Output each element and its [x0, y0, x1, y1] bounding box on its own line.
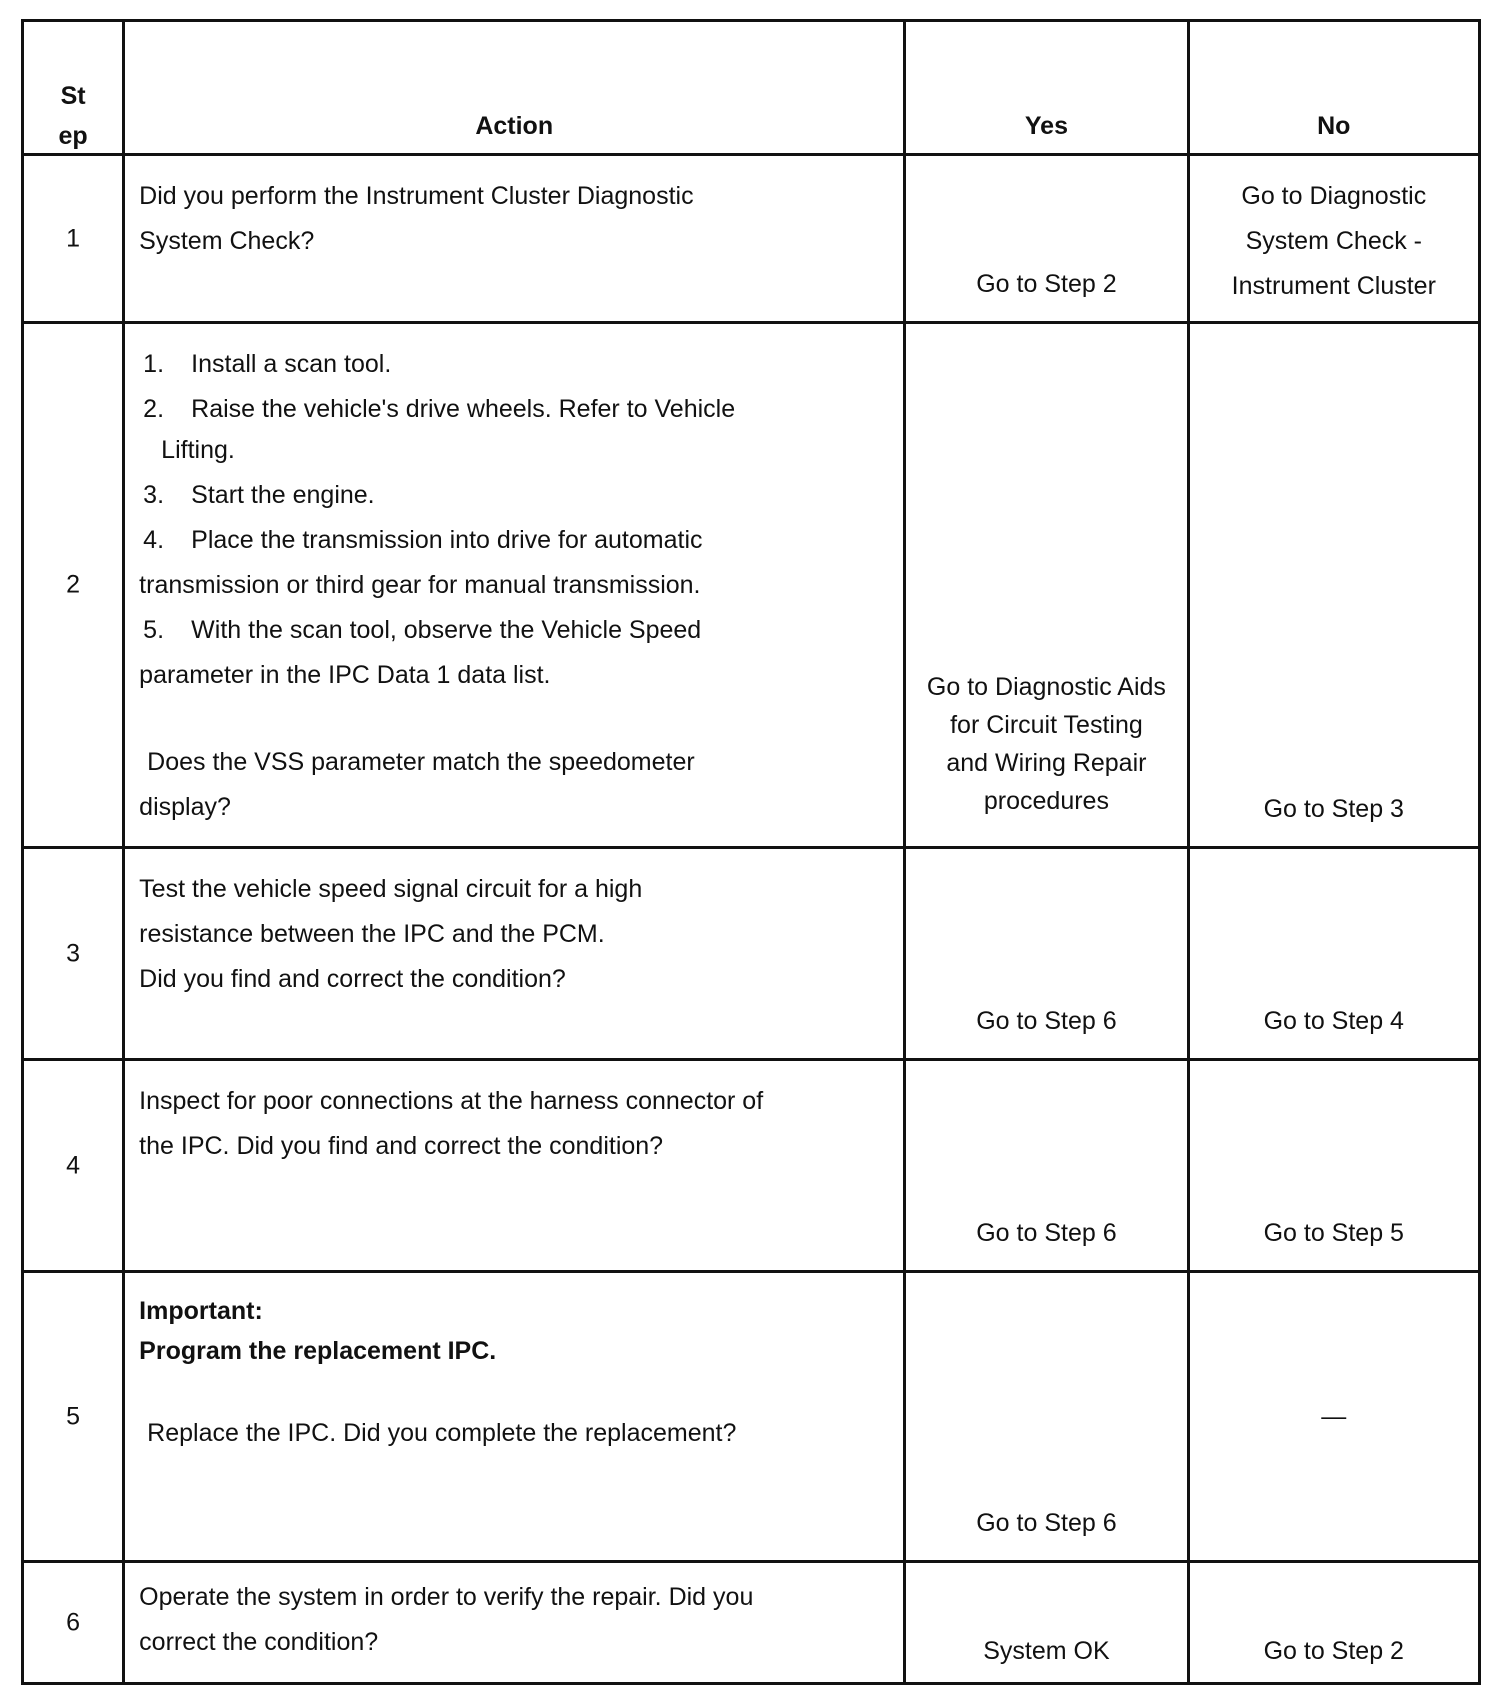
yes-text: Go to Step 6 [976, 1219, 1117, 1247]
action-text: Replace the IPC. Did you complete the replacement? [147, 1419, 737, 1447]
yes-cell [905, 1272, 1188, 1562]
table-row [23, 323, 1480, 848]
no-text: Go to Step 2 [1263, 1637, 1404, 1665]
header-action-label: Action [475, 112, 554, 140]
no-text: Go to Step 3 [1263, 795, 1404, 823]
question-text: Does the VSS parameter match the speedometer [147, 748, 695, 776]
list-item [139, 518, 889, 563]
step-cell [23, 1272, 124, 1562]
yes-text: for Circuit Testing [950, 711, 1143, 739]
action-text: the IPC. Did you find and correct the condition? [139, 1132, 664, 1160]
no-text: Go to Step 5 [1263, 1219, 1404, 1247]
list-item [139, 473, 889, 518]
action-text: Operate the system in order to verify the repair. Did you [139, 1583, 754, 1611]
list-number: 3. [143, 481, 165, 509]
action-text: Inspect for poor connections at the harness connector of [139, 1087, 764, 1115]
yes-cell [905, 1562, 1188, 1684]
no-text: Instrument Cluster [1231, 272, 1436, 300]
step-cell [23, 155, 124, 323]
list-number: 1. [143, 350, 165, 378]
action-text: Test the vehicle speed signal circuit for a high [139, 875, 643, 903]
no-text: System Check - [1245, 227, 1422, 255]
step-cell [23, 1562, 124, 1684]
header-yes-label: Yes [1024, 112, 1068, 140]
yes-text: Go to Step 6 [976, 1509, 1117, 1537]
no-cell [1188, 323, 1479, 848]
list-number: 4. [143, 526, 165, 554]
header-no [1188, 21, 1479, 155]
action-cell [124, 1060, 905, 1272]
header-step-label-2: ep [58, 122, 88, 150]
yes-cell [905, 1060, 1188, 1272]
header-yes [905, 21, 1188, 155]
yes-text: Go to Step 2 [976, 270, 1117, 298]
no-cell [1188, 848, 1479, 1060]
no-text: Go to Diagnostic [1241, 182, 1427, 210]
no-cell [1188, 155, 1479, 323]
yes-text: System OK [983, 1637, 1110, 1665]
action-cell [124, 1562, 905, 1684]
action-cell [124, 155, 905, 323]
list-text: Raise the vehicle's drive wheels. Refer to Vehicle [191, 395, 736, 423]
yes-text: and Wiring Repair [946, 749, 1147, 777]
table-row [23, 1562, 1480, 1684]
yes-cell [905, 848, 1188, 1060]
header-no-label: No [1317, 112, 1351, 140]
no-cell [1188, 1272, 1479, 1562]
step-number: 3 [66, 939, 81, 967]
header-action [124, 21, 905, 155]
action-text: Did you perform the Instrument Cluster Diagnostic [139, 182, 694, 210]
important-note: Program the replacement IPC. [139, 1337, 497, 1365]
table-row [23, 1060, 1480, 1272]
action-cell [124, 848, 905, 1060]
important-label: Important: [139, 1297, 263, 1325]
table-row [23, 155, 1480, 323]
step-number: 4 [66, 1151, 81, 1179]
yes-text: Go to Diagnostic Aids [926, 673, 1166, 701]
no-cell [1188, 1562, 1479, 1684]
step-cell [23, 1060, 124, 1272]
question-text: display? [139, 793, 231, 821]
yes-text: procedures [983, 787, 1109, 815]
list-text: Install a scan tool. [191, 350, 392, 378]
action-text: resistance between the IPC and the PCM. [139, 920, 605, 948]
table-header-row [23, 21, 1480, 155]
step-number: 6 [66, 1608, 81, 1636]
list-number: 5. [143, 616, 165, 644]
table-row [23, 1272, 1480, 1562]
list-item [139, 342, 889, 387]
step-number: 1 [66, 224, 81, 252]
list-text-continued: transmission or third gear for manual transmission. [139, 571, 701, 599]
action-cell [124, 1272, 905, 1562]
list-text: Start the engine. [191, 481, 375, 509]
action-text: System Check? [139, 227, 315, 255]
list-text-continued: parameter in the IPC Data 1 data list. [139, 661, 551, 689]
list-text: With the scan tool, observe the Vehicle Speed [191, 616, 702, 644]
table-row [23, 848, 1480, 1060]
diagnostic-table [21, 19, 1481, 1685]
yes-cell [905, 155, 1188, 323]
step-cell [23, 323, 124, 848]
list-number: 2. [143, 395, 165, 423]
step-cell [23, 848, 124, 1060]
step-number: 5 [66, 1402, 81, 1430]
yes-cell [905, 323, 1188, 848]
no-text: Go to Step 4 [1263, 1007, 1404, 1035]
no-text: — [1321, 1402, 1347, 1430]
no-cell [1188, 1060, 1479, 1272]
list-item [139, 387, 889, 432]
step-number: 2 [66, 570, 81, 599]
yes-text: Go to Step 6 [976, 1007, 1117, 1035]
list-text: Place the transmission into drive for automatic [191, 526, 703, 554]
header-step-label-1: St [60, 82, 86, 110]
list-text-continued: Lifting. [161, 436, 235, 464]
action-text: Did you find and correct the condition? [139, 965, 566, 993]
header-step [23, 21, 124, 155]
list-item [139, 608, 889, 653]
action-text: correct the condition? [139, 1628, 379, 1656]
action-cell [124, 323, 905, 848]
